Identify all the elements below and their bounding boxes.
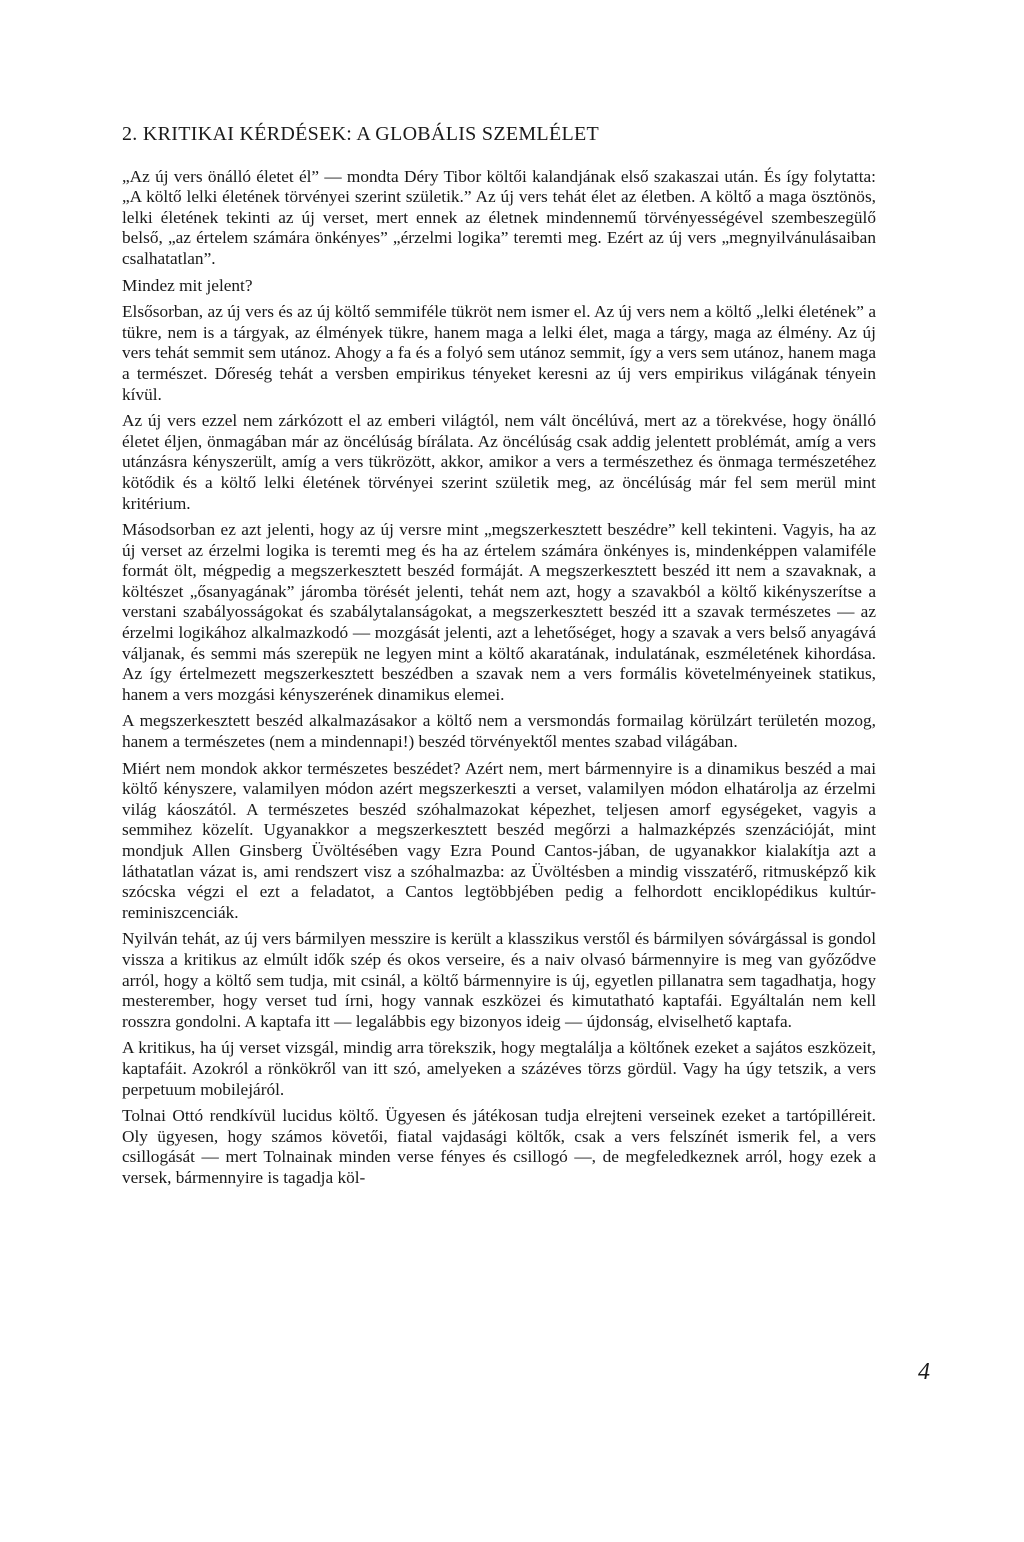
paragraph-3: Elsősorban, az új vers és az új költő semmiféle tükröt nem ismer el. Az új vers nem a költő „lelki életének” a tükre, nem is a tárgyak, az élmények tükre, hanem maga a lelki élet, maga a tárgy, maga az élmény. Az új vers tehát semmit sem utánoz. Ahogy a fa és a folyó sem utánoz semmit, így a vers sem utánoz, hanem maga a természet. Dőreség tehát a versben empirikus tényeket keresni az új vers empirikus világának tényein kívül. [122, 302, 876, 404]
paragraph-10: Tolnai Ottó rendkívül lucidus költő. Ügyesen és játékosan tudja elrejteni verseinek ezeket a tartópilléreit. Oly ügyesen, hogy számos követői, fiatal vajdasági költők, csak a vers felszínét ismerik fel, a vers csillogását — mert Tolnainak minden verse fényes és csillogó —, de megfeledkeznek arról, hogy ezek a versek, bármennyire is tagadja köl- [122, 1106, 876, 1187]
paragraph-9: A kritikus, ha új verset vizsgál, mindig arra törekszik, hogy megtalálja a költőnek ezeket a sajátos eszközeit, kaptafáit. Azokról a rönkökről van itt szó, amelyeken a százéves törzs gördül. Vagy ha úgy tetszik, a vers perpetuum mobilejáról. [122, 1038, 876, 1099]
page-number: 4 [918, 1359, 930, 1385]
paragraph-5: Másodsorban ez azt jelenti, hogy az új versre mint „megszerkesztett beszédre” kell tekinteni. Vagyis, ha az új verset az érzelmi logika is teremti meg és ha az értelem számára önkényes is, mindenképpen valamiféle formát ölt, mégpedig a megszerkesztett beszéd formáját. A megszerkesztett beszéd itt nem a szavaknak, a költészet „ősanyagának” járomba törését jelenti, tehát nem azt, hogy a szavakból a költő kikényszerítse a verstani szabályosságokat és szabálytalanságokat, a megszerkesztett beszéd itt a szavak természetes — az érzelmi logikához alkalmazkodó — mozgását jelenti, azt a lehetőséget, hogy a szavak a vers belső anyagává váljanak, és semmi más szerepük ne legyen mint a költő akaratának, indulatának, eszméletének kihordása. Az így értelmezett megszerkesztett beszédben a szavak nem a vers formális követelményeinek statikus, hanem a vers mozgási kényszerének dinamikus elemei. [122, 520, 876, 704]
paragraph-6: A megszerkesztett beszéd alkalmazásakor a költő nem a versmondás formailag körülzárt területén mozog, hanem a természetes (nem a mindennapi!) beszéd törvényektől mentes szabad világában. [122, 711, 876, 752]
paragraph-4: Az új vers ezzel nem zárkózott el az emberi világtól, nem vált öncélúvá, mert az a törekvése, hogy önálló életet éljen, önmagában már az öncélúság bírálata. Az öncélúság csak addig jelentett problémát, amíg a vers utánzásra kényszerült, amíg a vers tükrözött, akkor, amikor a vers a természethez és önmaga természetéhez kötődik és a költő lelki életének törvényei szerint születik meg, az öncélúság már fel sem merül mint kritérium. [122, 411, 876, 513]
paragraph-1: „Az új vers önálló életet él” — mondta Déry Tibor költői kalandjának első szakaszai után. És így folytatta: „A költő lelki életének törvényei szerint születik.” Az új vers tehát élet az életben. A költő a maga ösztönös, lelki életének tekinti az új verset, mert ennek az életnek mindennemű törvényességével szembeszegülő belső, „az értelem számára önkényes” „érzelmi logika” teremti meg. Ezért az új vers „megnyilvánulásaiban csalhatatlan”. [122, 166, 876, 268]
paragraph-2: Mindez mit jelent? [122, 275, 253, 295]
paragraph-7: Miért nem mondok akkor természetes beszédet? Azért nem, mert bármennyire is a dinamikus beszéd a mai költő kényszere, valamilyen módon azért megszerkeszti a verset, valamilyen módon elhatárolja az érzelmi világ káoszától. A természetes beszéd szóhalmazokat képezhet, teljesen amorf egységeket, vagyis a semmihez közelít. Ugyanakkor a megszerkesztett beszéd megőrzi a halmazképzés szenzációját, mint mondjuk Allen Ginsberg Üvöltésében vagy Ezra Pound Cantos-jában, de ugyanakkor kialakítja azt a láthatatlan vázat is, ami rendszert visz a szóhalmazba: az Üvöltésben a mindig visszatérő, ritmusképző kik szócska végzi el ezt a feladatot, a Cantos legtöbbjében pedig a felhordott enciklopédikus kultúr-reminiszcenciák. [122, 758, 876, 922]
section-heading: 2. KRITIKAI KÉRDÉSEK: A GLOBÁLIS SZEMLÉLET [122, 123, 600, 145]
page-body [122, 124, 876, 1195]
paragraph-8: Nyilván tehát, az új vers bármilyen messzire is került a klasszikus verstől és bármilyen sóvárgással is gondol vissza a kritikus az elmúlt idők szép és okos verseire, és a naiv olvasó bármennyire is meg van győződve arról, hogy a költő sem tudja, mit csinál, a költő bármennyire is új, egyetlen pillanatra sem tagadhatja, hogy mesterember, hogy verset tud írni, hogy vannak eszközei és kimutatható kaptafái. Egyáltalán nem kell rosszra gondolni. A kaptafa itt — legalábbis egy bizonyos ideig — újdonság, elviselhető kaptafa. [122, 929, 876, 1031]
